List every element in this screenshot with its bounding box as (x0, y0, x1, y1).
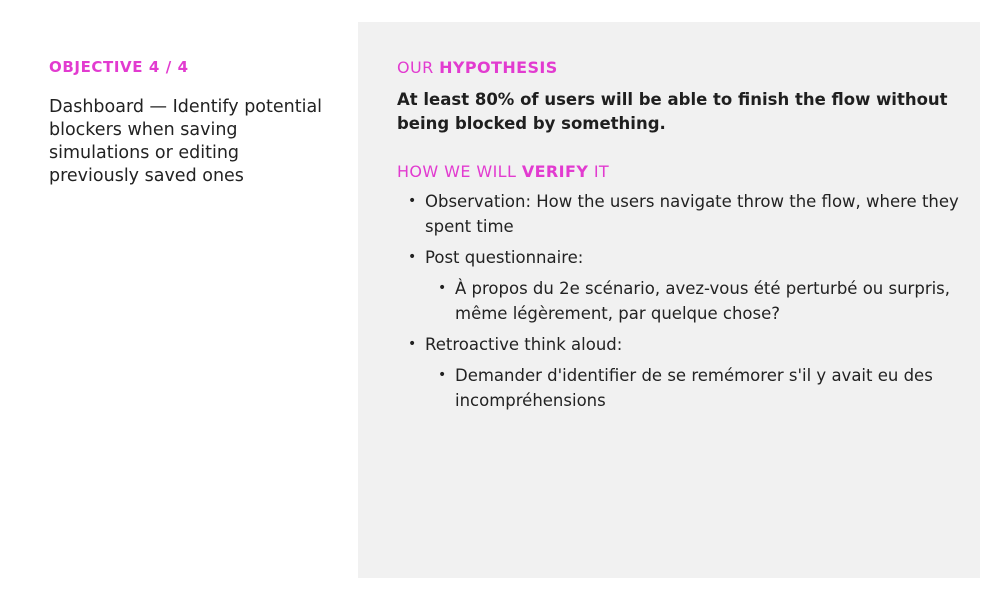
hypothesis-panel (358, 22, 980, 578)
list-item-text: Retroactive think aloud: (425, 335, 623, 354)
list-item (408, 189, 967, 239)
sub-list-item: • Demander d'identifier de se remémorer s'il y avait eu des incompréhensions (438, 363, 967, 413)
sub-list (438, 276, 967, 326)
list-item-text: Observation: How the users navigate throw the flow, where they spent time (425, 192, 959, 236)
sub-list-item: • À propos du 2e scénario, avez-vous été perturbé ou surpris, même légèrement, par quelque chose? (438, 276, 967, 326)
objective-column (49, 58, 329, 188)
list-item (408, 245, 967, 326)
hypothesis-text: At least 80% of users will be able to finish the flow without being blocked by something. (397, 90, 948, 133)
list-item (408, 332, 967, 413)
verify-list (408, 189, 967, 413)
verify-title: HOW WE WILL VERIFY IT (397, 162, 610, 181)
sub-list (438, 363, 967, 413)
hypothesis-title: OUR HYPOTHESIS (397, 58, 558, 77)
panel-content (397, 58, 967, 419)
list-item-text: Post questionnaire: (425, 248, 584, 267)
objective-label: OBJECTIVE 4 / 4 (49, 58, 189, 76)
objective-description: Dashboard — Identify potential blockers when saving simulations or editing previously saved ones (49, 97, 323, 186)
